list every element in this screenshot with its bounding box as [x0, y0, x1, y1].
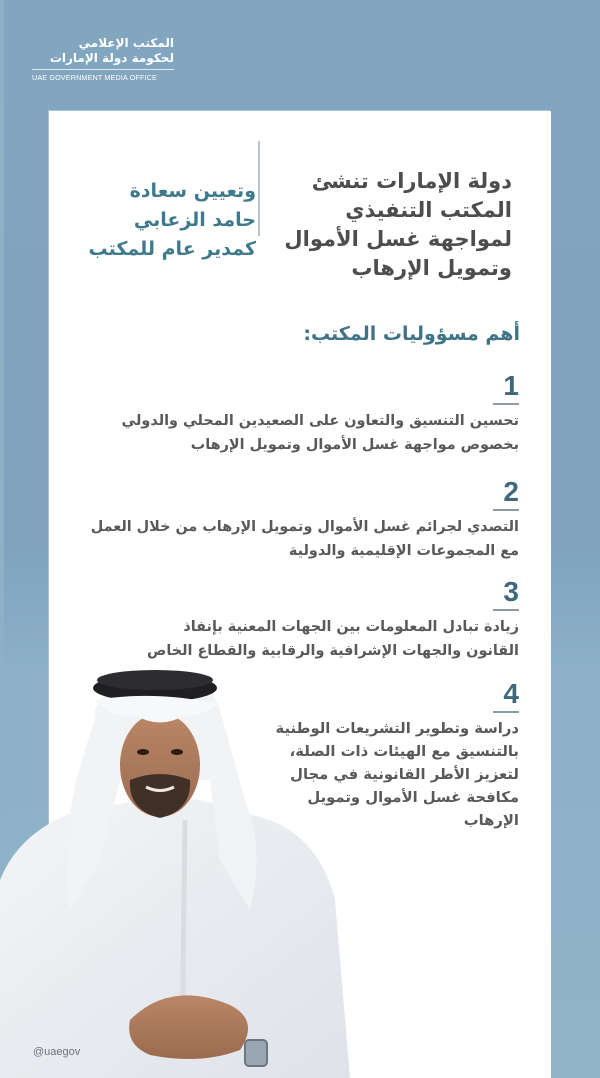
headline-line: وتمويل الإرهاب [351, 256, 512, 280]
item-text-line: تحسين التنسيق والتعاون على الصعيدين المحلي والدولي [121, 413, 519, 429]
item-number: 1 [489, 371, 519, 401]
item-text-line: القانون والجهات الإشرافية والرقابية والقطاع الخاص [146, 643, 519, 659]
number-underline [493, 711, 519, 713]
item-text [69, 409, 519, 457]
item-text [69, 515, 519, 563]
item-text-line: مع المجموعات الإقليمية والدولية [288, 543, 519, 559]
number-underline [493, 509, 519, 511]
responsibility-item [69, 477, 519, 563]
responsibility-item [69, 577, 519, 663]
headline-line: دولة الإمارات تنشئ [311, 169, 512, 193]
media-office-logo [32, 36, 174, 82]
item-text-line: دراسة وتطوير التشريعات الوطنية [275, 720, 519, 737]
item-number: 4 [489, 679, 519, 709]
item-text-line: بخصوص مواجهة غسل الأموال وتمويل الإرهاب [190, 437, 519, 453]
headline-line: لمواجهة غسل الأموال [284, 227, 512, 251]
main-headline [282, 167, 512, 283]
subheadline-line: كمدير عام للمكتب [88, 238, 256, 260]
logo-arabic-line1: المكتب الإعلامي [78, 36, 174, 50]
headline-line: المكتب التنفيذي [345, 198, 512, 222]
item-number: 2 [489, 477, 519, 507]
section-title: أهم مسؤوليات المكتب: [303, 323, 520, 345]
item-text-line: زيادة تبادل المعلومات بين الجهات المعنية بإنفاذ [183, 619, 519, 635]
item-text-line: مكافحة غسل الأموال وتمويل [307, 789, 519, 806]
subheadline-line: وتعيين سعادة [129, 180, 256, 202]
item-text-line: الإرهاب [463, 812, 519, 829]
logo-english: UAE GOVERNMENT MEDIA OFFICE [32, 73, 157, 82]
number-underline [493, 403, 519, 405]
appointment-subheadline [88, 177, 256, 264]
item-text-line: التصدي لجرائم غسل الأموال وتمويل الإرهاب من خلال العمل [90, 519, 519, 535]
header-divider [258, 141, 260, 236]
item-text-line: بالتنسيق مع الهيئات ذات الصلة، [289, 743, 519, 760]
social-handle: @uaegov [33, 1046, 81, 1058]
official-portrait-image [0, 660, 360, 1078]
item-text [69, 615, 519, 663]
item-number: 3 [489, 577, 519, 607]
logo-arabic-line2: لحكومة دولة الإمارات [49, 51, 174, 65]
logo-divider [32, 69, 174, 70]
number-underline [493, 609, 519, 611]
responsibility-item [69, 371, 519, 457]
subheadline-line: حامد الزعابي [133, 209, 256, 231]
item-text-line: لتعزيز الأطر القانونية في مجال [290, 766, 519, 783]
